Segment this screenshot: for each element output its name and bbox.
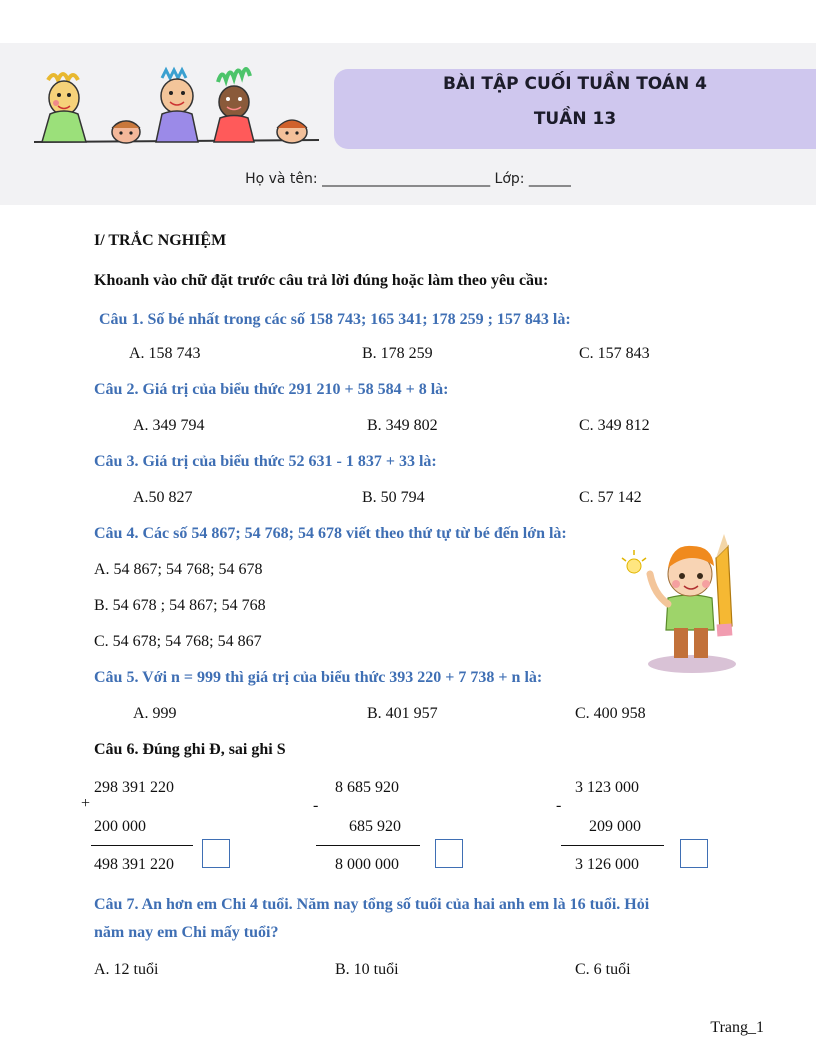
calc1-result: 498 391 220 [94, 856, 174, 873]
boy-pencil-illustration [620, 528, 750, 678]
q2-option-a[interactable]: A. 349 794 [133, 417, 205, 434]
q5-option-a[interactable]: A. 999 [133, 705, 177, 722]
q2-option-b[interactable]: B. 349 802 [367, 417, 438, 434]
question-1: Câu 1. Số bé nhất trong các số 158 743; 165 341; 178 259 ; 157 843 là: [99, 311, 571, 328]
calc2-top-number: 8 685 920 [335, 779, 399, 796]
name-class-field[interactable]: Họ và tên: ________________________ Lớp: ______ [245, 171, 571, 187]
calc1-answer-box[interactable] [202, 839, 230, 868]
section-heading: I/ TRẮC NGHIỆM [94, 232, 227, 249]
calc3-answer-box[interactable] [680, 839, 708, 868]
q2-option-c[interactable]: C. 349 812 [579, 417, 650, 434]
q1-option-a[interactable]: A. 158 743 [129, 345, 201, 362]
title-box [334, 69, 816, 149]
kids-illustration [34, 66, 324, 156]
q1-option-c[interactable]: C. 157 843 [579, 345, 650, 362]
calc1-operator: + [81, 795, 91, 812]
q4-option-b[interactable]: B. 54 678 ; 54 867; 54 768 [94, 597, 266, 614]
calc2-operator: - [313, 797, 319, 814]
calc2-bottom-number: 685 920 [349, 818, 401, 835]
calc3-top-number: 3 123 000 [575, 779, 639, 796]
calc2-result: 8 000 000 [335, 856, 399, 873]
calc2-answer-box[interactable] [435, 839, 463, 868]
q3-option-c[interactable]: C. 57 142 [579, 489, 642, 506]
calc1-bottom-number: 200 000 [94, 818, 146, 835]
q7-option-a[interactable]: A. 12 tuổi [94, 961, 159, 978]
q7-option-c[interactable]: C. 6 tuổi [575, 961, 631, 978]
question-7-line-2: năm nay em Chi mấy tuổi? [94, 924, 279, 941]
calc2-rule [316, 845, 420, 846]
calc3-bottom-number: 209 000 [589, 818, 641, 835]
question-5: Câu 5. Với n = 999 thì giá trị của biểu thức 393 220 + 7 738 + n là: [94, 669, 543, 686]
calc3-operator: - [556, 797, 562, 814]
q1-option-b[interactable]: B. 178 259 [362, 345, 433, 362]
q3-option-b[interactable]: B. 50 794 [362, 489, 425, 506]
question-6: Câu 6. Đúng ghi Đ, sai ghi S [94, 741, 286, 758]
q5-option-b[interactable]: B. 401 957 [367, 705, 438, 722]
q5-option-c[interactable]: C. 400 958 [575, 705, 646, 722]
page-number: Trang_1 [710, 1019, 764, 1036]
question-4: Câu 4. Các số 54 867; 54 768; 54 678 viết theo thứ tự từ bé đến lớn là: [94, 525, 567, 542]
q7-option-b[interactable]: B. 10 tuổi [335, 961, 399, 978]
question-7-line-1: Câu 7. An hơn em Chi 4 tuổi. Năm nay tổng số tuổi của hai anh em là 16 tuổi. Hỏi [94, 896, 650, 913]
question-3: Câu 3. Giá trị của biểu thức 52 631 - 1 837 + 33 là: [94, 453, 437, 470]
q3-option-a[interactable]: A.50 827 [133, 489, 193, 506]
q4-option-c[interactable]: C. 54 678; 54 768; 54 867 [94, 633, 262, 650]
calc1-rule [91, 845, 193, 846]
calc3-result: 3 126 000 [575, 856, 639, 873]
worksheet-title: BÀI TẬP CUỐI TUẦN TOÁN 4 [443, 74, 707, 94]
q4-option-a[interactable]: A. 54 867; 54 768; 54 678 [94, 561, 263, 578]
calc1-top-number: 298 391 220 [94, 779, 174, 796]
week-title: TUẦN 13 [533, 109, 617, 129]
instruction: Khoanh vào chữ đặt trước câu trả lời đúng hoặc làm theo yêu cầu: [94, 272, 549, 289]
question-2: Câu 2. Giá trị của biểu thức 291 210 + 58 584 + 8 là: [94, 381, 449, 398]
calc3-rule [561, 845, 664, 846]
